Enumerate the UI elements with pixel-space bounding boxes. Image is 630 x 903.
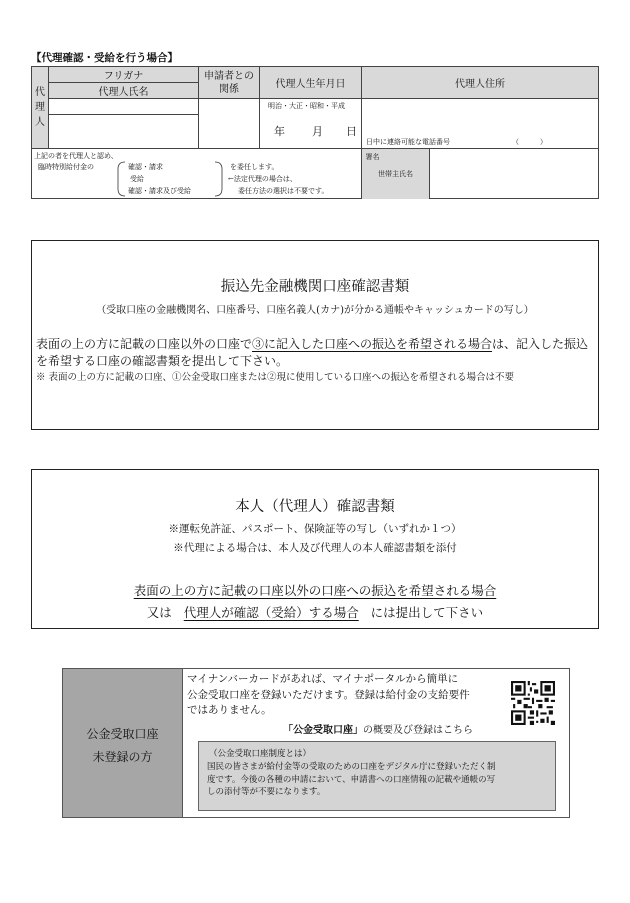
public-account-label-1: 公金受取口座 — [86, 727, 159, 741]
public-account-link[interactable]: 「公金受取口座」の概要及び登録はこちら — [283, 725, 473, 736]
id-doc-note-1: ※運転免許証、パスポート、保険証等の写し（いずれか１つ） — [168, 523, 462, 535]
signature-field[interactable] — [362, 149, 599, 199]
bank-doc-underlined: ③に記入した口座への振込を希望される場合 — [252, 337, 493, 351]
option-receive[interactable]: 受給 — [130, 175, 144, 183]
delegation-suffix-3: 委任方法の選択は不要です。 — [238, 187, 329, 195]
birthdate-header: 代理人生年月日 — [260, 67, 362, 99]
right-bracket-icon — [214, 161, 224, 197]
id-doc-line-2: 又は 代理人が確認（受給）する場合 には提出して下さい — [146, 605, 484, 620]
proxy-name-field[interactable] — [49, 115, 199, 149]
bank-doc-note: ※ 表面の上の方に記載の口座、①公金受取口座または②現に使用している口座への振込を希望される場合は不要 — [36, 372, 515, 383]
option-confirm-claim-receive[interactable]: 確認・請求及び受給 — [128, 187, 191, 195]
proxy-section-title: 【代理確認・受給を行う場合】 — [31, 52, 178, 64]
household-head-header: 世帯主氏名 — [361, 149, 430, 199]
name-header: 代理人氏名 — [49, 83, 199, 99]
month-label: 月 — [312, 125, 323, 138]
birthdate-field[interactable] — [260, 99, 362, 149]
era-options: 明治・大正・昭和・平成 — [268, 102, 345, 110]
qr-code-icon[interactable] — [511, 681, 555, 725]
public-account-info-box — [198, 741, 556, 811]
info-box-title: （公金受取口座制度とは） — [209, 749, 312, 759]
public-account-label-2: 未登録の方 — [92, 750, 153, 764]
proxy-side-label: 代 理 人 — [32, 67, 49, 149]
info-box-body: 国民の皆さまが給付金等の受取のための口座をデジタル庁に登録いただく制 度です。今後の各種の申請において、申請書への口座情報の記載や通帳の写 しの添付等が不要になります。 — [207, 762, 496, 797]
proxy-table — [31, 66, 599, 199]
furigana-header: フリガナ — [49, 67, 199, 83]
address-field[interactable] — [362, 99, 599, 149]
signature-label: 署名 — [365, 153, 380, 161]
year-label: 年 — [274, 125, 285, 138]
bank-doc-subtitle: （受取口座の金融機関名、口座番号、口座名義人(カナ)が分かる通帳やキャッシュカードの写し） — [96, 305, 534, 316]
relation-field[interactable] — [199, 99, 260, 149]
delegation-suffix-2: ←法定代理の場合は、 — [228, 175, 297, 183]
furigana-field[interactable] — [49, 99, 199, 115]
public-account-intro: マイナンバーカードがあれば、マイナポータルから簡単に 公金受取口座を登録いただけます。登録は給付金の支給要件 ではありません。 — [187, 673, 470, 716]
public-account-label-panel — [63, 669, 183, 817]
address-header: 代理人住所 — [362, 67, 599, 99]
day-label: 日 — [346, 125, 357, 138]
delegation-suffix-1: を委任します。 — [230, 163, 279, 171]
id-doc-note-2: ※代理による場合は、本人及び代理人の本人確認書類を添付 — [173, 542, 457, 554]
relation-header: 申請者との 関係 — [199, 67, 260, 99]
delegation-text-1: 上記の者を代理人と認め、 — [34, 152, 118, 160]
bank-doc-box — [31, 240, 599, 430]
daytime-phone-label: 日中に連絡可能な電話番号 — [366, 138, 450, 146]
id-doc-line-1: 表面の上の方に記載の口座以外の口座への振込を希望される場合 — [133, 583, 497, 598]
public-account-box — [62, 668, 570, 818]
id-doc-box — [31, 469, 599, 629]
left-bracket-icon — [116, 161, 126, 197]
phone-paren: （ ） — [512, 138, 547, 146]
bank-doc-title: 振込先金融機関口座確認書類 — [220, 279, 410, 295]
delegation-text-2: 臨時特別給付金の — [38, 163, 94, 171]
id-doc-title: 本人（代理人）確認書類 — [235, 499, 395, 515]
option-confirm-claim[interactable]: 確認・請求 — [128, 163, 163, 171]
bank-doc-body: 表面の上の方に記載の口座以外の口座で③に記入した口座への振込を希望される場合は、記入した振込を希望する口座の確認書類を提出して下さい。 — [36, 337, 589, 368]
